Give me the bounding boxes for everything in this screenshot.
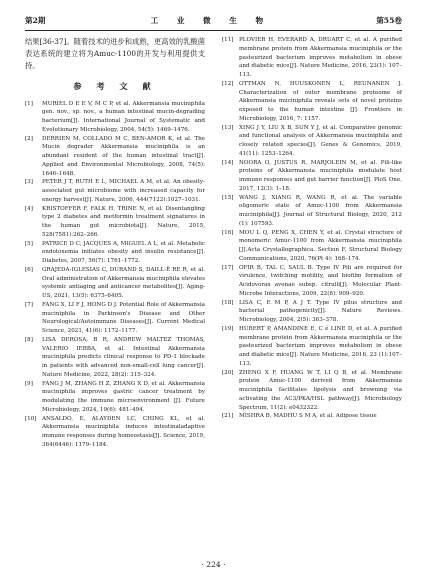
reference-number: [3] xyxy=(25,179,33,186)
reference-text: ZHENG X F, HUANG W T, LI Q B, et al. Membrane protein Amuc-1100 derived from Akkermansia muciniphila facilitates lipolysis and browning via activating the AC3/PKA/HSL pathway[J]. Microbiology Spectrum, 11(2): e0432322. xyxy=(239,369,402,411)
reference-item xyxy=(25,415,205,450)
reference-number: [18] xyxy=(222,299,234,306)
reference-text: WANG J, XIANG R, WANG R, et al. The variable oligomeric state of Amuc-1100 from Akkermansia muciniphila[J]. Journal of Structural Biology, 2020, 212 (1): 107593. xyxy=(239,194,402,227)
reference-text: OFIR B, TAL C, SAUL B. Type IV Pili are required for virulence, twitching motility, and biofilm formation of Acidovorax avenae subsp. citrulli[J]. Molecular Plant-Microbe Interactions, 2009, 22(8): 909–920. xyxy=(239,264,402,297)
reference-item xyxy=(222,299,402,325)
reference-text: FANG X, LI F J, HONG D J. Potential Role of Akkermansia muciniphila in Parkinson's Disease and Other Neurological/Autoimmune Diseases[J]. Current Medical Science, 2021, 41(6): 1172–1177. xyxy=(42,301,205,335)
reference-number: [15] xyxy=(222,194,234,201)
reference-item xyxy=(25,178,205,204)
reference-item xyxy=(25,336,205,380)
reference-item xyxy=(25,301,205,336)
reference-number: [7] xyxy=(25,301,33,308)
reference-text: KRISTOFFER F, FALK H, TRINE N, et al. Disentangling type 2 diabetes and metformin treatment signatures in the human gut microbiota[J]. Nature, 2015, 528(7581):262–266. xyxy=(42,205,205,238)
reference-number: [6] xyxy=(25,266,33,273)
reference-number: [14] xyxy=(222,159,234,166)
intro-paragraph: 结果[36-37]。随着技术的进步和成熟，更高效的乳酸菌表达系统的建立将为Amuc-1100的开发与利用提供支持。 xyxy=(25,37,205,71)
reference-item xyxy=(25,205,205,240)
reference-list-left xyxy=(25,100,205,450)
reference-text: DERRIEN M, COLLADO M C, BEN-AMOR K, et al. The Mucin degrader Akkermansia muciniphila is an abundant resident of the human intestinal tract[J]. Applied and Environmental Microbiology, 2008, 74(5): 1646–1648. xyxy=(42,135,205,177)
references-heading: 参 考 文 献 xyxy=(73,80,157,91)
reference-item xyxy=(25,240,205,266)
reference-item xyxy=(222,325,402,369)
right-column xyxy=(222,36,402,421)
reference-number: [12] xyxy=(222,80,234,87)
reference-number: [4] xyxy=(25,205,33,212)
volume-label: 第55卷 xyxy=(376,15,402,25)
reference-text: FANG J M, ZHANG H Z, ZHANG X D, et al. Akkermansia muciniphila improves gastric cancer treatment by modulating the immune microenvironment [J]. Future Microbiology, 2024, 19(6): 481–494. xyxy=(42,380,205,413)
reference-item xyxy=(222,159,402,194)
reference-text: OTTMAN N, HUUSKONEN L, REUNANEN J. Characterization of outer membrane proteome of Akkermansia muciniphila reveals sets of novel proteins exposed to the human intestine [J]. Frontiers in Microbiology, 2016, 7: 1157. xyxy=(239,80,402,122)
reference-item xyxy=(25,135,205,179)
reference-text: LISA DEROSA, B R, ANDREW MALTEZ THOMAS, VALERIO IEBBA, et al. Intestinal Akkermansia muciniphila predicts clinical response to PD-1 blockade in patients with advanced non-small-cell lung cancer[J]. Nature Medicine, 2022, 28(2): 315–324. xyxy=(42,336,205,378)
reference-item xyxy=(222,229,402,264)
reference-item xyxy=(222,412,402,421)
reference-text: PATRICE D C, JACQUES A, MIGUEL A L, et al. Metabolic endotoxemia initiates obesity and insulin resistance[J]. Diabetes, 2007, 56(7): 1761–1772. xyxy=(42,240,205,265)
reference-number: [19] xyxy=(222,325,234,332)
left-column xyxy=(25,36,205,450)
reference-number: [21] xyxy=(222,413,234,420)
reference-number: [5] xyxy=(25,240,33,247)
reference-number: [17] xyxy=(222,264,234,271)
reference-number: [13] xyxy=(222,124,234,131)
reference-number: [8] xyxy=(25,336,33,343)
reference-text: ANSALDO, E, ALAYDEN LC, CHING KL, et al. Akkermansia muciniphila induces intestinaladaptive immune responses during homeostasis[J]. Science, 2019, 364(6446): 1179–1184. xyxy=(42,415,205,448)
header-rule xyxy=(25,30,402,31)
reference-item xyxy=(25,380,205,415)
reference-item xyxy=(222,264,402,299)
reference-item xyxy=(25,266,205,301)
reference-text: GRAJEDA-IGLESIAS C, DURAND S, DAILL-Ë RE R, et al. Oral administration of Akkermansia muciniphila elevates systemic antiaging and anticancer metabolites[J]. Aging-US, 2021, 13(5): 6375–6405. xyxy=(42,266,205,300)
reference-list-right xyxy=(222,36,402,421)
reference-item xyxy=(25,100,205,135)
reference-number: [1] xyxy=(25,100,33,107)
reference-text: HUBERT P, AMANDINE E, C é LINE D, et al. A purified membrane protein from Akkermansia muciniphila or the pasteurized bacterium improves metabolism in obese and diabetic mice[J]. Nature Medicine, 2016, 23 (1):107–113. xyxy=(239,325,402,367)
running-header xyxy=(25,12,402,28)
reference-text: PETER J T, RUTH E L, MICHAEL A M, et al. An obesity-associated gut microbiome with increased capacity for energy harvest[J]. Nature, 2006, 444(7122):1027–1031. xyxy=(42,179,205,203)
page-number: · 224 · xyxy=(201,560,226,569)
reference-number: [16] xyxy=(222,229,234,236)
reference-text: NOORA O, JUSTUS R, MARJOLEIN M, et al. Pili-like proteins of Akkermansia muciniphila modulate host immune responses and gut barrier function[J]. PloS One, 2017, 12(3): 1–18. xyxy=(239,159,402,192)
reference-number: [10] xyxy=(25,415,37,422)
reference-text: MURIEL D E E V, M C P, et al. Akkermansia muciniphila gen. nov., sp. nov., a human intestinal mucin-degrading bacterium[J]. International Journal of Systematic and Evolutionary Microbiology, 2004, 54(5): 1469–1476. xyxy=(42,100,205,133)
reference-item xyxy=(222,194,402,229)
reference-number: [11] xyxy=(222,37,234,43)
reference-text: PLOVIER H, EVERARD A, DRUART C, et al. A purified membrane protein from Akkermansia muciniphila or the pasteurized bacterium improves metabolism in obese and diabetic mice[J]. Nature Medicine, 2016, 23(1): 107–113. xyxy=(239,37,402,78)
reference-item xyxy=(222,80,402,124)
reference-item xyxy=(222,36,402,80)
journal-title: 工 业 微 生 物 xyxy=(150,15,272,25)
reference-text: LISA C, E M P, A J T. Type IV pilus structure and bacterial pathogenicity[J]. Nature Reviews. Microbiology, 2004, 2(5): 363–378. xyxy=(239,299,402,323)
reference-text: MOU L Q, PENG X, CHEN Y, et al. Crystal structure of monomeric Amuc-1100 from Akkermansia muciniphila [J].Acta Crystallographica. Section F, Structural Biology Communications, 2020, 76(Pt 4): 168–174. xyxy=(239,229,402,262)
reference-number: [2] xyxy=(25,135,33,142)
reference-text: MISHRA B, MADHU S M A, et al. Adipose tissue xyxy=(239,413,377,420)
issue-label: 第2期 xyxy=(25,15,46,25)
reference-number: [20] xyxy=(222,369,234,376)
reference-item xyxy=(222,124,402,159)
reference-number: [9] xyxy=(25,380,33,387)
reference-text: XING J Y, LIU X B, SUN Y J, et al. Comparative genomic and functional analysis of Akkermansia muciniphila and closely related species[J]. Genes & Genomics, 2019, 41(11): 1253–1264. xyxy=(239,124,402,157)
reference-item xyxy=(222,369,402,413)
